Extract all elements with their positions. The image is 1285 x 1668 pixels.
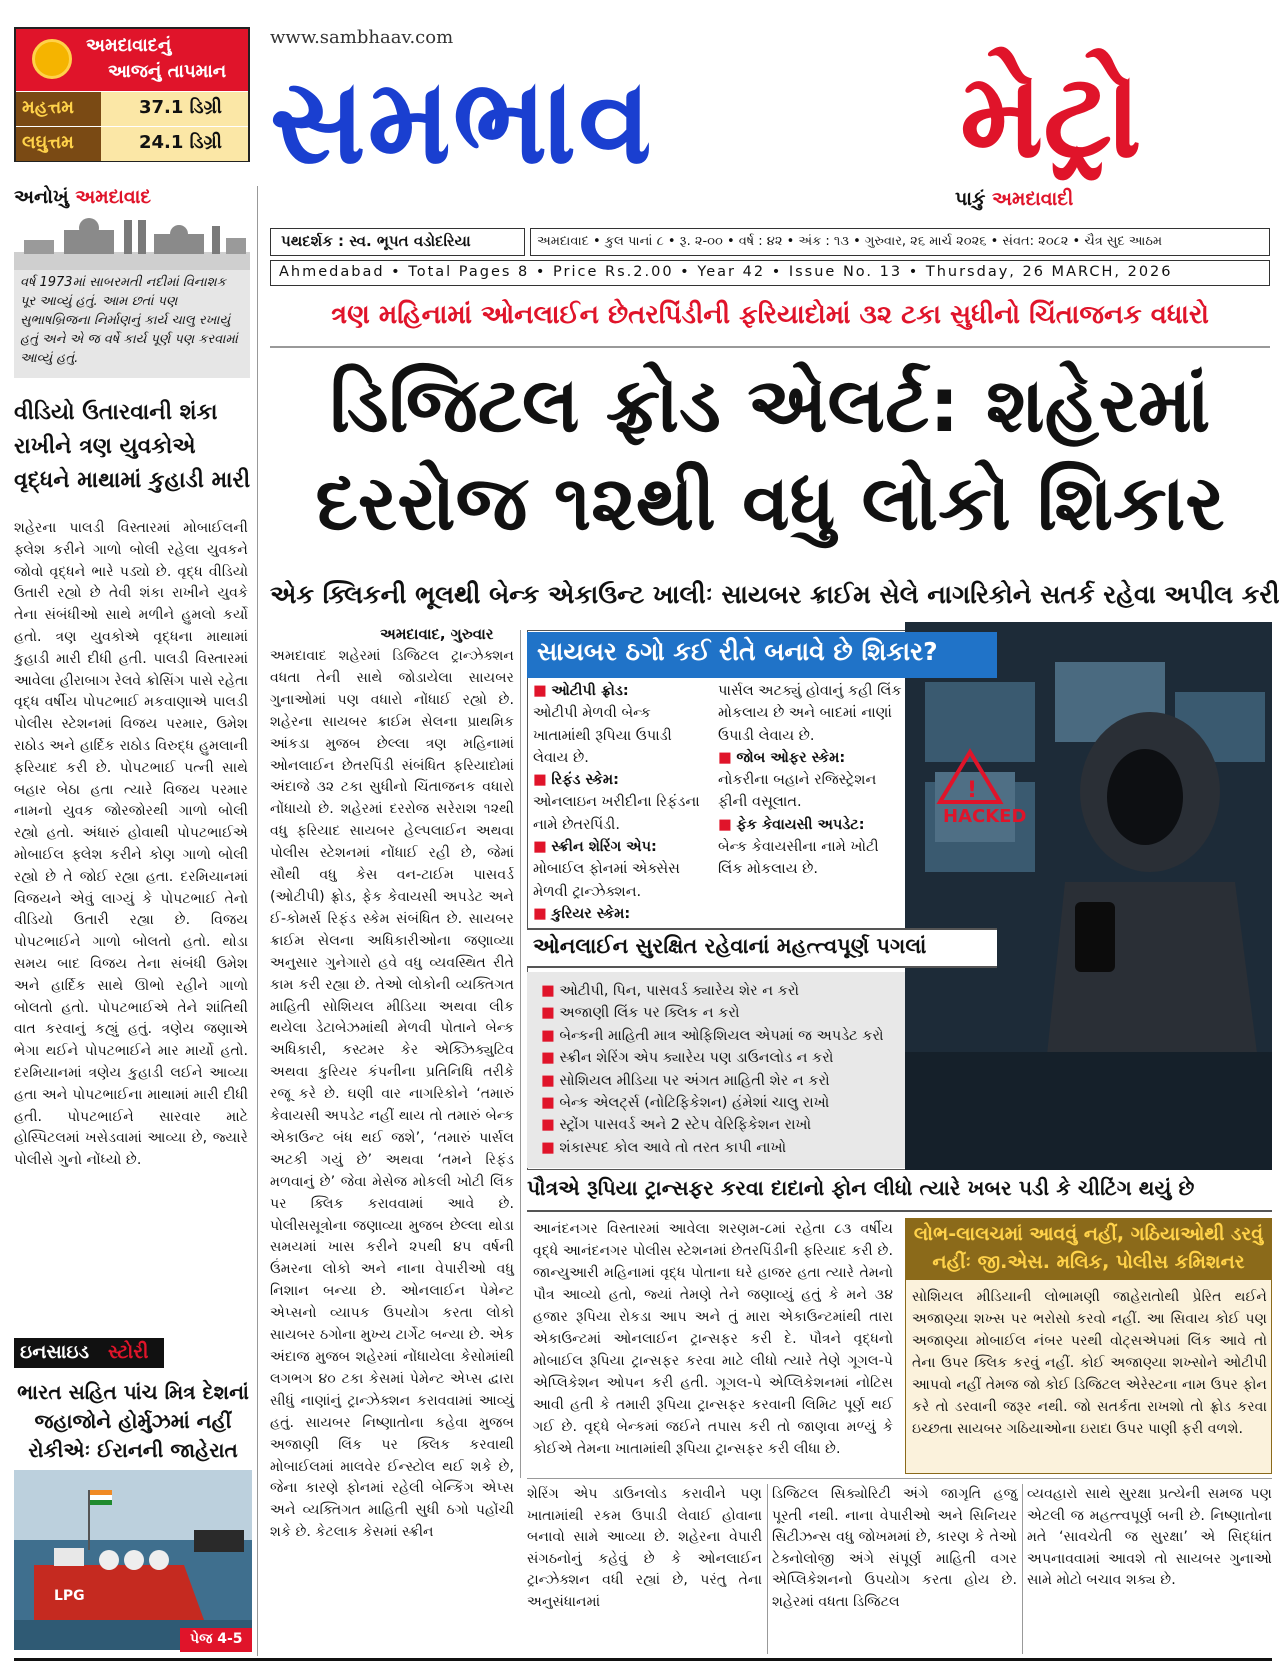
safety-item: ■ સ્ક્રીન શેરિંગ એપ ક્યારેય પણ ડાઉનલોડ ન કરો — [541, 1050, 834, 1067]
page-reference-badge: પેજ 4-5 — [180, 1628, 252, 1652]
temperature-box — [14, 27, 250, 162]
continuation-column-1: શેરિંગ એપ ડાઉનલોડ કરાવીને પણ ખાતામાંથી રકમ ઉપાડી લેવાઈ હોવાના બનાવો સામે આવ્યા છે. શહેરના વેપારી સંગઠનોનું કહેવું છે કે ઓનલાઈન ટ્રાન્ઝેક્શન વધી રહ્યાં છે, પરંતુ તેના અનુસંધાનમાં — [527, 1486, 762, 1610]
cyber-item: ■ ફેક કેવાયસી અપડેટ: બેન્ક કેવાયસીના નામે ખોટી લિંક મોકલાય છે. — [718, 816, 879, 878]
anokhu-text: વર્ષ 1973માં સાબરમતી નદીમાં વિનાશક પૂર આવ્યું હતું. આમ છતાં પણ સુભાષબ્રિજના નિર્માણનું કાર્ય ચાલુ રખાયું હતું અને એ જ વર્ષે કાર્ય પૂર્ણ પણ કરવામાં આવ્યું હતું. — [14, 270, 250, 378]
cyber-item: ■ જોબ ઓફર સ્કેમ: નોકરીના બહાને રજિસ્ટ્રેશન ફીની વસૂલાત. — [718, 749, 877, 811]
hacked-text: HACKED — [943, 806, 1027, 827]
masthead-tagline — [955, 188, 1073, 210]
website-url: www.sambhaav.com — [270, 27, 454, 48]
max-temp-label: મહત્તમ — [16, 92, 101, 126]
masthead-title: સમભાવ — [270, 52, 654, 190]
cyber-box-title: સાયબર ઠગો કઈ રીતે બનાવે છે શિકાર? — [537, 637, 938, 666]
cyber-item-label: ફેક કેવાયસી અપડેટ: — [736, 816, 865, 833]
cyber-item-label: સ્ક્રીન શેરિંગ એપ: — [551, 839, 657, 856]
kicker-rule — [270, 346, 1270, 348]
lead-headline-line2: દરરોજ ૧૨થી વધુ લોકો શિકાર — [315, 458, 1225, 547]
svg-text:!: ! — [967, 778, 978, 803]
lead-headline-line1: ડિજિટલ ફ્રોડ એલર્ટ: શહેરમાં — [329, 360, 1211, 449]
safety-item: ■ બેન્કની માહિતી માત્ર ઓફિશિયલ એપમાં જ અપડેટ કરો — [541, 1027, 884, 1044]
cyber-item-text: ઓટીપી મેળવી બેન્ક ખાતામાંથી રૂપિયા ઉપાડી લેવાય છે. — [533, 705, 672, 766]
safety-item: ■ અજાણી લિંક પર ક્લિક ન કરો — [541, 1005, 740, 1022]
dateline-english: Ahmedabad • Total Pages 8 • Price Rs.2.00 • Year 42 • Issue No. 13 • Thursday, 26 MARCH, 2026 — [270, 260, 1270, 286]
cyber-item-label: જોબ ઓફર સ્કેમ: — [736, 749, 846, 766]
lead-byline: અમદાવાદ, ગુરુવાર — [380, 625, 494, 643]
left-story-body: શહેરના પાલડી વિસ્તારમાં મોબાઈલની ફ્લેશ કરીને ગાળો બોલી રહેલા યુવકને જોવો વૃદ્ધને ભારે પડ્યો છે. વૃદ્ધ વીડિયો ઉતારી રહ્યો છે તેવી શંકા રાખીને યુવકે તેના સંબંધીઓ સાથે મળીને હુમલો કર્યો હતો. ત્રણ યુવકોએ વૃદ્ધના માથામાં કુહાડી મારી દીધી હતી. પાલડી વિસ્તારમાં આવેલા હીરાબાગ રેલવે ક્રોસિંગ પાસે રહેતા વૃદ્ધ વર્ષીય પોપટભાઈ મકવાણાએ પાલડી પોલીસ સ્ટેશનમાં વિજય પરમાર, ઉમેશ રાઠોડ અને હાર્દિક રાઠોડ વિરુદ્ધ હુમલાની ફરિયાદ કરી છે. પોપટભાઈ પત્ની સાથે બહાર બેઠા હતા ત્યારે વિજય પરમાર નામનો યુવક જોરજોરથી ગાળો બોલી રહ્યો હતો. અંધારું હોવાથી પોપટભાઈએ મોબાઈલ ફ્લેશ કરીને કોણ ગાળો બોલી રહ્યો છે તે જોઈ રહ્યા હતા. દરમિયાનમાં વિજયને એવું લાગ્યું કે પોપટભાઈ તેનો વીડિયો ઉતારી રહ્યા છે. વિજય પોપટભાઈને ગાળો બોલતો હતો. થોડા સમય બાદ વિજય તેના સંબંધી ઉમેશ અને હાર્દિક સાથે ઊભો રહીને ગાળો બોલતો હતો. પોપટભાઈએ તેને શાંતિથી વાત કરવાનું કહ્યું હતું. ત્રણેય જણાએ ભેગા થઈને પોપટભાઈને માર માર્યો હતો. દરમિયાનમાં ત્રણેય કુહાડી લઈને આવ્યા હતા અને પોપટભાઈના માથામાં મારી દીધી હતી. પોપટભાઈને સારવાર માટે હોસ્પિટલમાં ખસેડવામાં આવ્યા છે, જ્યારે પોલીસે ગુનો નોંધ્યો છે. — [14, 520, 248, 1169]
safety-list — [527, 972, 905, 1168]
temperature-header — [16, 29, 248, 91]
temperature-title-line1: અમદાવાદનું — [86, 35, 172, 56]
cyber-item: ■ રિફંડ સ્કેમ: ઓનલાઇન ખરીદીના રિફંડના નામે છેતરપિંડી. — [533, 772, 700, 833]
cyber-item-text: બેન્ક કેવાયસીના નામે ખોટી લિંક મોકલાય છે. — [718, 839, 879, 878]
lead-headline — [270, 356, 1270, 552]
safety-item: ■ સ્ટ્રોંગ પાસવર્ડ અને 2 સ્ટેપ વેરિફિકેશન રાખો — [541, 1117, 812, 1134]
cyber-item: ■ સ્ક્રીન શેરિંગ એપ: મોબાઈલ ફોનમાં એક્સેસ મેળવી ટ્રાન્ઝેક્શન. — [533, 839, 680, 900]
safety-item: ■ ઓટીપી, પિન, પાસવર્ડ ક્યારેય શેર ન કરો — [541, 983, 799, 999]
column-separator — [520, 630, 521, 1478]
temperature-title-line2: આજનું તાપમાન — [108, 61, 227, 82]
hacker-photo — [905, 622, 1272, 1170]
column-separator — [1022, 1484, 1023, 1654]
cyber-item-text: ઓનલાઇન ખરીદીના રિફંડના નામે છેતરપિંડી. — [533, 794, 700, 833]
dateline-gujarati: અમદાવાદ • કુલ પાનાં ૮ • રૂ. ૨-૦૦ • વર્ષ : ૪૨ • અંક : ૧૩ • ગુરુવાર, ૨૬ માર્ચ ૨૦૨૬ • સંવત: ૨૦૮૨ • ચૈત્ર સુદ આઠમ — [530, 228, 1270, 256]
inside-story-label-part1: ઇનસાઇડ — [20, 1341, 90, 1363]
cyber-item: ■ ઓટીપી ફ્રોડ: ઓટીપી મેળવી બેન્ક ખાતામાંથી રૂપિયા ઉપાડી લેવાય છે. — [533, 683, 672, 766]
min-temp-value: 24.1 ડિગ્રી — [101, 127, 248, 161]
column-separator — [767, 1484, 768, 1654]
cyber-item-text: મોબાઈલ ફોનમાં એક્સેસ મેળવી ટ્રાન્ઝેક્શન. — [533, 861, 680, 900]
max-temp-value: 37.1 ડિગ્રી — [101, 92, 248, 126]
grandson-story-headline: પૌત્રએ રૂપિયા ટ્રાન્સફર કરવા દાદાનો ફોન લીધો ત્યારે ખબર પડી કે ચીટિંગ થયું છે — [527, 1176, 1195, 1200]
grandson-story-body: આનંદનગર વિસ્તારમાં આવેલા શરણમ-૮માં રહેતા ૮૩ વર્ષીય વૃદ્ધે આનંદનગર પોલીસ સ્ટેશનમાં છેતરપિંડીની ફરિયાદ કરી છે. જાન્યુઆરી મહિનામાં વૃદ્ધ પોતાના ઘરે હાજર હતા ત્યારે તેમનો પૌત્ર આવ્યો હતો, જ્યાં તેમણે તેને જણાવ્યું હતું કે મને ૩૪ હજાર રૂપિયા રોકડા આપ અને તું મારા એકાઉન્ટમાંથી તારા એકાઉન્ટમાં ઓનલાઈન ટ્રાન્સફર કરી દે. પૌત્રને વૃદ્ધનો મોબાઈલ રૂપિયા ટ્રાન્સફર કરવા માટે લીધો ત્યારે તેણે ગૂગલ-પે એપ્લિકેશન ઓપન કરી હતી. ગૂગલ-પે એપ્લિકેશનમાં નોટિસ આવી હતી કે તમારી રૂપિયા ટ્રાન્સફર કરવાની લિમિટ પૂર્ણ થઈ ગઈ છે. વૃદ્ધે બેન્કમાં જઈને તપાસ કરી તો જાણવા મળ્યું કે કોઈએ તેમના ખાતામાંથી રૂપિયા ટ્રાન્સફર કરી લીધા છે. — [533, 1221, 893, 1457]
grandson-rule — [527, 1210, 1272, 1212]
quote-headline: લોભ-લાલચમાં આવવું નહીં, ગઠિયાઓથી ડરવું નહીંઃ જી.એસ. મલિક, પોલીસ કમિશનર — [913, 1223, 1264, 1273]
sun-icon — [32, 39, 72, 79]
cyber-item: ■ કુરિયર સ્કેમ: — [533, 905, 631, 922]
inside-story-headline: ભારત સહિત પાંચ મિત્ર દેશનાં જહાજોને હોર્મુઝમાં નહીં રોકીએઃ ઈરાનની જાહેરાત — [17, 1380, 249, 1462]
safety-box-title: ઓનલાઈન સુરક્ષિત રહેવાનાં મહત્ત્વપૂર્ણ પગલાં — [533, 934, 927, 958]
lead-story-body: અમદાવાદ શહેરમાં ડિજિટલ ટ્રાન્ઝેક્શન વધતા તેની સાથે જોડાયેલા સાયબર ગુનાઓમાં પણ વધારો નોંધાઈ રહ્યો છે. શહેરના સાયબર ક્રાઈમ સેલના પ્રાથમિક આંકડા મુજબ છેલ્લા ત્રણ મહિનામાં ઓનલાઈન છેતરપિંડી સંબંધિત ફરિયાદોમાં અંદાજે ૩૨ ટકા સુધીનો ચિંતાજનક વધારો નોંધાયો છે. શહેરમાં દરરોજ સરેરાશ ૧૨થી વધુ ફરિયાદ સાયબર હેલ્પલાઈન અથવા પોલીસ સ્ટેશનમાં નોંધાઈ રહી છે, જેમાં સૌથી વધુ કેસ વન-ટાઈમ પાસવર્ડ (ઓટીપી) ફ્રોડ, ફેક કેવાયસી અપડેટ અને ઈ-કોમર્સ રિફંડ સ્કેમ સંબંધિત છે. સાયબર ક્રાઈમ સેલના અધિકારીઓના જણાવ્યા અનુસાર ગુનેગારો હવે વધુ વ્યવસ્થિત રીતે કામ કરી રહ્યા છે. તેઓ લોકોની વ્યક્તિગત માહિતી સોશિયલ મીડિયા અથવા લીક થયેલા ડેટાબેઝમાંથી મેળવી પોતાને બેન્ક અધિકારી, કસ્ટમર કેર એક્ઝિક્યુટિવ અથવા કુરિયર કંપનીના પ્રતિનિધિ તરીકે રજૂ કરે છે. ઘણી વાર નાગરિકોને ‘તમારું કેવાયસી અપડેટ નહીં થાય તો તમારું બેન્ક એકાઉન્ટ બંધ થઈ જશે’, ‘તમારું પાર્સલ અટકી ગયું છે’ અથવા ‘તમને રિફંડ મળવાનું છે’ જેવા મેસેજ મોકલી ખોટી લિંક પર ક્લિક કરાવવામાં આવે છે. પોલીસસૂત્રોના જણાવ્યા મુજબ છેલ્લા થોડા સમયમાં ખાસ કરીને ૨૫થી ૪૫ વર્ષની ઉંમરના લોકો અને નાના વેપારીઓ વધુ નિશાન બન્યા છે. ઓનલાઈન પેમેન્ટ એપ્સનો વ્યાપક ઉપયોગ કરતા લોકો સાયબર ઠગોના મુખ્ય ટાર્ગેટ બન્યા છે. એક અંદાજ મુજબ શહેરમાં નોંધાયેલા કેસોમાંથી લગભગ ૪૦ ટકા કેસમાં પેમેન્ટ એપ્સ દ્વારા સીધું નાણાંનું ટ્રાન્ઝેક્શન કરાવવામાં આવ્યું હતું. સાયબર નિષ્ણાતોના કહેવા મુજબ અજાણી લિંક પર ક્લિક કરવાથી મોબાઈલમાં માલવેર ઈન્સ્ટોલ થઈ શકે છે, જેના કારણે ફોનમાં રહેલી બેન્કિંગ એપ્સ અને વ્યક્તિગત માહિતી સુધી ઠગો પહોંચી શકે છે. કેટલાક કેસમાં સ્ક્રીન — [270, 648, 514, 1541]
anokhu-title — [14, 186, 151, 208]
cyber-item-label: ઓટીપી ફ્રોડ: — [551, 683, 629, 699]
quote-body: સોશિયલ મીડિયાની લોભામણી જાહેરાતોથી પ્રેરિત થઈને અજાણ્યા શખ્સ પર ભરોસો કરવો નહીં. આ સિવાય કોઈ પણ અજાણ્યા મોબાઈલ નંબર પરથી વોટ્સએપમાં લિંક આવે તો તેના ઉપર ક્લિક કરવું નહીં. કોઈ અજાણ્યા શખ્સોને ઓટીપી આપવો નહીં તેમજ જો કોઈ ડિજિટલ એરેસ્ટના નામ ઉપર ફોન કરે તો ડરવાની જરૂર નથી. જો સતર્કતા રાખશો તો ફ્રોડ કરવા ઇચ્છતા સાયબર ગઠિયાઓના ઇરાદા ઉપર પાણી ફરી વળશે. — [912, 1289, 1267, 1437]
safety-item: ■ શંકાસ્પદ કોલ આવે તો તરત કાપી નાખો — [541, 1139, 787, 1156]
skyline-illustration — [14, 212, 250, 270]
continuation-column-2: ડિજિટલ સિક્યોરિટી અંગે જાગૃતિ હજુ પૂરતી નથી. નાના વેપારીઓ અને સિનિયર સિટીઝન્સ વધુ જોખમમાં છે, કારણ કે તેઓ ટેક્નોલોજી અંગે સંપૂર્ણ માહિતી વગર એપ્લિકેશનનો ઉપયોગ કરતા હોય છે. શહેરમાં વધતા ડિજિટલ — [772, 1486, 1017, 1610]
ship-photo — [14, 1470, 252, 1650]
anokhu-title-part2: અમદાવાદ — [75, 186, 152, 208]
page-bottom-rule — [14, 1658, 1272, 1661]
cyber-item-text: નોકરીના બહાને રજિસ્ટ્રેશન ફીની વસૂલાત. — [718, 772, 877, 811]
founder-credit: પથદર્શક : સ્વ. ભૂપત વડોદરિયા — [270, 228, 525, 256]
tagline-part2: અમદાવાદી — [992, 188, 1074, 210]
left-story-headline: વીડિયો ઉતારવાની શંકા રાખીને ત્રણ યુવકોએ વૃદ્ધને માથામાં કુહાડી મારી — [14, 400, 251, 493]
anokhu-title-part1: અનોખું — [14, 186, 76, 208]
cyber-items-column-1 — [533, 680, 708, 925]
temperature-min-row — [16, 127, 248, 161]
bottom-rule — [527, 1478, 1272, 1479]
cyber-item-text: પાર્સલ અટક્યું હોવાનું કહી લિંક મોકલાય છે અને બાદમાં નાણાં ઉપાડી લેવાય છે. — [718, 683, 902, 744]
column-separator — [257, 186, 258, 1656]
tagline-part1: પાકું — [955, 188, 993, 210]
min-temp-label: લઘુત્તમ — [16, 127, 101, 161]
continuation-column-3: વ્યવહારો સાથે સુરક્ષા પ્રત્યેની સમજ પણ એટલી જ મહત્ત્વપૂર્ણ બની છે. નિષ્ણાતોના મતે ‘સાવચેતી જ સુરક્ષા’ એ સિદ્ધાંત અપનાવવામાં આવશે તો સાયબર ગુનાઓ સામે મોટો બચાવ શક્ય છે. — [1027, 1486, 1272, 1588]
safety-item: ■ સોશિયલ મીડિયા પર અંગત માહિતી શેર ન કરો — [541, 1072, 830, 1089]
lead-kicker: ત્રણ મહિનામાં ઓનલાઈન છેતરપિંડીની ફરિયાદોમાં ૩૨ ટકા સુધીનો ચિંતાજનક વધારો — [331, 300, 1209, 330]
cyber-item-label: રિફંડ સ્કેમ: — [551, 772, 619, 789]
cyber-items-column-2 — [718, 680, 903, 881]
lead-subhead: એક ક્લિકની ભૂલથી બેન્ક એકાઉન્ટ ખાલીઃ સાયબર ક્રાઈમ સેલે નાગરિકોને સતર્ક રહેવા અપીલ કરી — [270, 580, 1280, 609]
safety-item: ■ બેન્ક એલર્ટ્સ (નોટિફિકેશન) હંમેશાં ચાલુ રાખો — [541, 1095, 830, 1112]
masthead-metro-title: મેટ્રો — [960, 46, 1142, 184]
inside-story-label-part2: સ્ટોરી — [108, 1341, 149, 1363]
cyber-item-label: કુરિયર સ્કેમ: — [551, 905, 631, 922]
ship-label: LPG — [54, 1588, 85, 1604]
temperature-max-row — [16, 92, 248, 126]
